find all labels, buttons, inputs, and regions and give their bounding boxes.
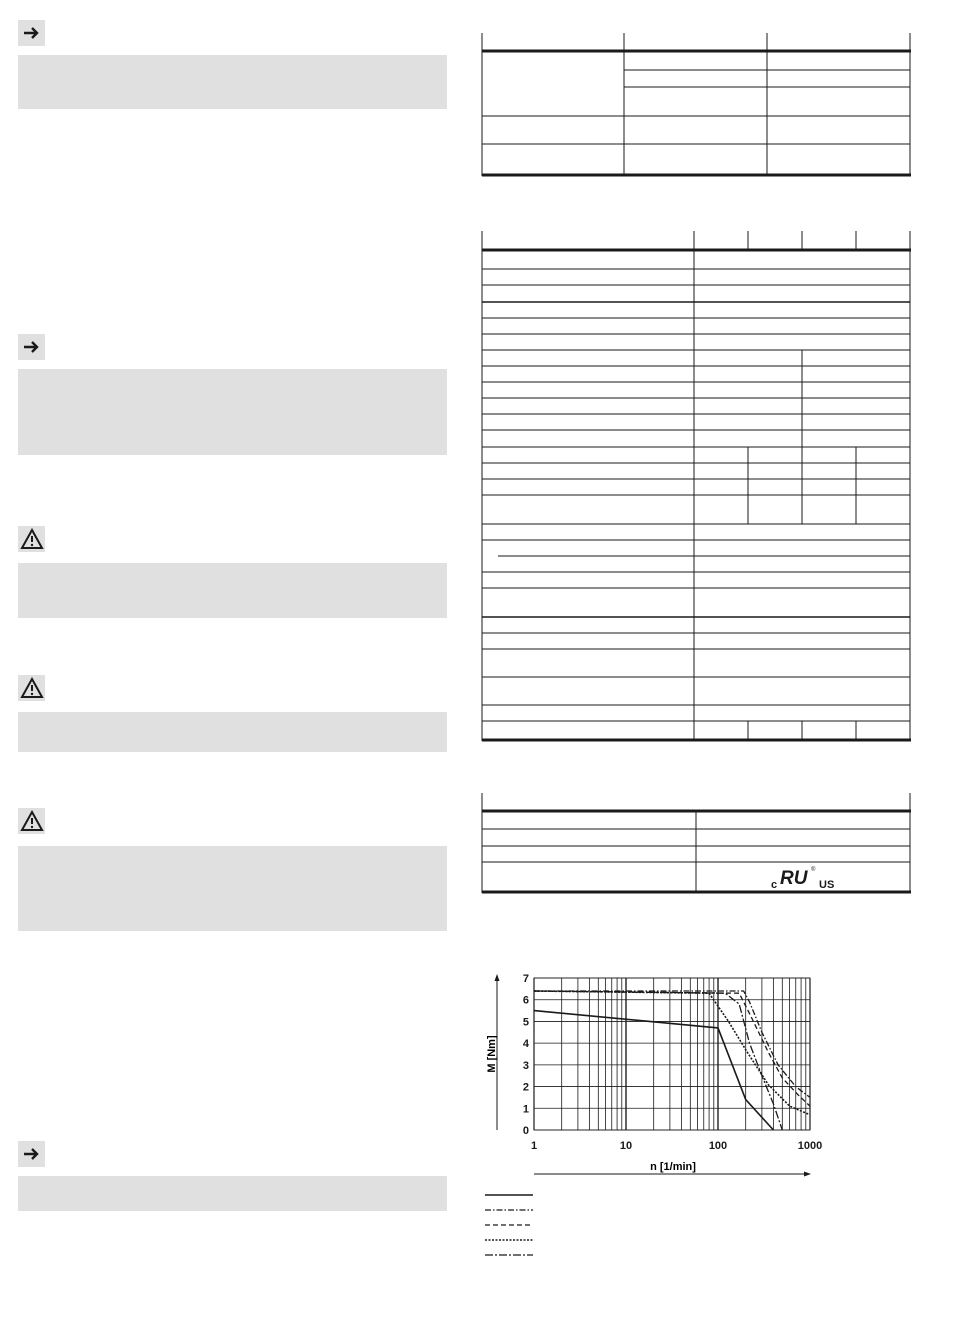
y-tick-label: 0 — [522, 1125, 529, 1137]
table-3 — [482, 793, 911, 893]
logo-us: US — [819, 879, 835, 891]
x-tick-label: 1000 — [797, 1140, 823, 1152]
y-tick-label: 3 — [522, 1059, 529, 1072]
series-line-3 — [534, 991, 810, 1106]
series-line-5 — [534, 991, 782, 1130]
x-tick-label: 100 — [708, 1140, 728, 1152]
y-tick-label: 7 — [522, 973, 529, 985]
table-1 — [482, 33, 911, 176]
y-axis-label: M [Nm] — [486, 1035, 498, 1073]
y-tick-label: 4 — [522, 1038, 529, 1051]
logo-ru: RU — [780, 868, 808, 889]
y-tick-label: 2 — [522, 1081, 529, 1094]
x-tick-label: 1 — [530, 1140, 538, 1152]
series-line-4 — [534, 991, 810, 1115]
logo-registered: ® — [811, 867, 816, 873]
x-axis-label: n [1/min] — [650, 1161, 696, 1173]
x-axis-arrowhead — [804, 1172, 811, 1177]
x-tick-label: 10 — [619, 1140, 633, 1152]
y-tick-label: 1 — [522, 1103, 529, 1116]
logo-c: c — [771, 879, 778, 891]
torque-chart — [485, 973, 822, 1255]
series-line-2 — [534, 991, 810, 1097]
y-axis-arrowhead — [495, 974, 500, 981]
ul-certification-logo — [771, 866, 834, 891]
y-tick-label: 5 — [522, 1016, 529, 1029]
table-2 — [482, 231, 911, 741]
y-tick-label: 6 — [522, 994, 529, 1007]
